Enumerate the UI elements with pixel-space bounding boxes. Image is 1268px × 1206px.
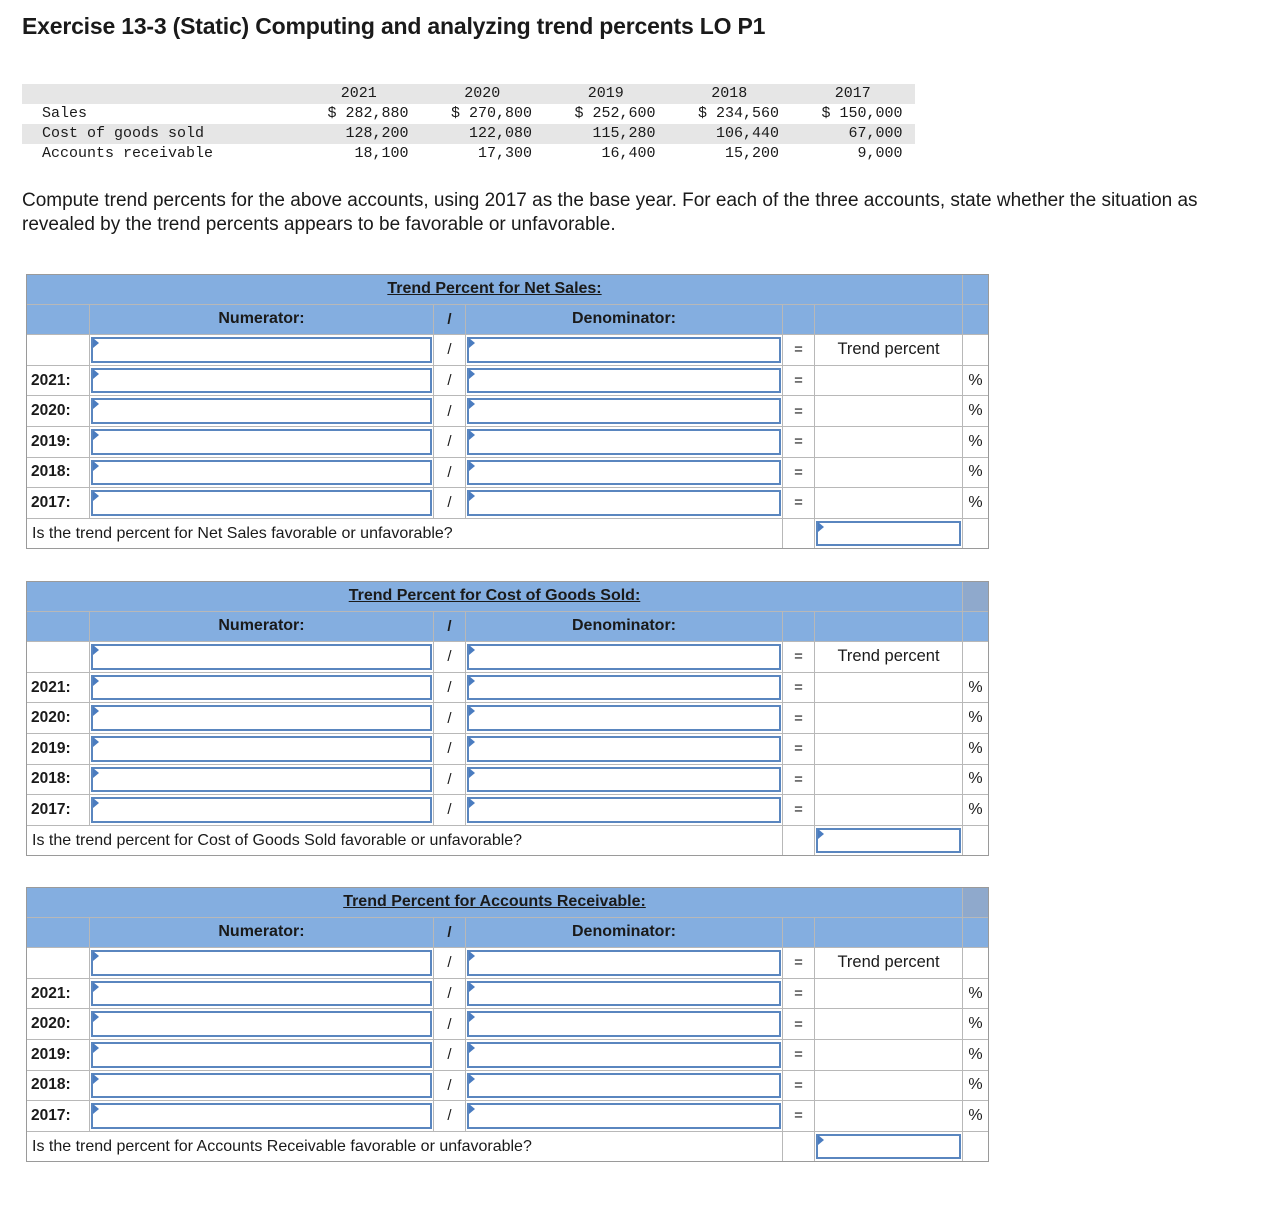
slash-label: / xyxy=(433,305,465,335)
question-text: Is the trend percent for Cost of Goods Sold favorable or unfavorable? xyxy=(32,831,523,849)
slash-label: / xyxy=(433,612,465,642)
year-label: 2019: xyxy=(31,1045,71,1063)
trend-percent-output xyxy=(814,1009,962,1039)
favorable-unfavorable-select[interactable] xyxy=(816,828,961,854)
percent-sign: % xyxy=(962,1040,988,1070)
equals: = xyxy=(782,979,814,1009)
value-cell: $ 252,600 xyxy=(574,105,656,122)
section-header-row xyxy=(27,612,988,643)
label-input-row xyxy=(27,948,988,979)
trend-percent-output xyxy=(814,795,962,825)
row-label: Cost of goods sold xyxy=(42,125,205,142)
equals: = xyxy=(782,948,814,978)
slash: / xyxy=(433,488,465,518)
label-input-row xyxy=(27,642,988,673)
denominator-input[interactable] xyxy=(467,429,781,455)
given-row-cogs xyxy=(22,124,915,144)
pct-header-cell xyxy=(962,918,988,948)
numerator-input[interactable] xyxy=(91,1103,432,1129)
equals: = xyxy=(782,396,814,426)
numerator-input[interactable] xyxy=(91,1011,432,1037)
title-edge-cell xyxy=(962,275,988,304)
trend-percent-output xyxy=(814,1040,962,1070)
value-cell: $ 234,560 xyxy=(697,105,779,122)
pct-header-cell xyxy=(962,305,988,335)
value-cell: $ 282,880 xyxy=(327,105,409,122)
year-row xyxy=(27,673,988,704)
trend-percent-output xyxy=(814,703,962,733)
numerator-label-input[interactable] xyxy=(91,644,432,670)
trend-section xyxy=(26,581,989,856)
year-label: 2021: xyxy=(31,678,71,696)
denominator-label-input[interactable] xyxy=(467,337,781,363)
slash: / xyxy=(433,948,465,978)
numerator-label: Numerator: xyxy=(89,305,433,335)
trend-percent-output xyxy=(814,458,962,488)
year-row xyxy=(27,765,988,796)
year-header: 2019 xyxy=(587,85,624,102)
year-label: 2021: xyxy=(31,371,71,389)
instructions-text: Compute trend percents for the above accounts, using 2017 as the base year. For each of the three accounts, state whether the situation as revealed by the trend percents appears to be favorable or unfavorable. xyxy=(22,190,1198,235)
trend-percent-output xyxy=(814,427,962,457)
value-cell: 15,200 xyxy=(724,145,779,162)
numerator-input[interactable] xyxy=(91,398,432,424)
denominator-label-input[interactable] xyxy=(467,644,781,670)
year-label: 2019: xyxy=(31,432,71,450)
percent-sign: % xyxy=(962,427,988,457)
equals: = xyxy=(782,734,814,764)
denominator-input[interactable] xyxy=(467,736,781,762)
slash: / xyxy=(433,765,465,795)
denominator-input[interactable] xyxy=(467,767,781,793)
value-cell: 115,280 xyxy=(592,125,656,142)
slash: / xyxy=(433,734,465,764)
equals-header-cell xyxy=(782,305,814,335)
year-row xyxy=(27,1101,988,1132)
equals: = xyxy=(782,765,814,795)
numerator-input[interactable] xyxy=(91,767,432,793)
denominator-input[interactable] xyxy=(467,981,781,1007)
trend-percent-output xyxy=(814,366,962,396)
year-row xyxy=(27,488,988,519)
section-header-row xyxy=(27,918,988,949)
year-header: 2021 xyxy=(340,85,377,102)
favorable-unfavorable-select[interactable] xyxy=(816,1134,961,1160)
section-header-row xyxy=(27,305,988,336)
year-row xyxy=(27,366,988,397)
percent-sign: % xyxy=(962,458,988,488)
year-label: 2017: xyxy=(31,1106,71,1124)
equals-header-cell xyxy=(782,918,814,948)
trend-percent-output xyxy=(814,734,962,764)
percent-sign: % xyxy=(962,1101,988,1131)
value-cell: 67,000 xyxy=(848,125,903,142)
equals: = xyxy=(782,1009,814,1039)
numerator-input[interactable] xyxy=(91,429,432,455)
trend-percent-output xyxy=(814,979,962,1009)
numerator-input[interactable] xyxy=(91,675,432,701)
slash: / xyxy=(433,1101,465,1131)
trend-percent-label: Trend percent xyxy=(814,642,962,672)
denominator-label: Denominator: xyxy=(465,918,782,948)
title-edge-cell xyxy=(962,582,988,611)
title-edge-cell xyxy=(962,888,988,917)
equals: = xyxy=(782,1101,814,1131)
equals: = xyxy=(782,703,814,733)
page-title: Exercise 13-3 (Static) Computing and analyzing trend percents LO P1 xyxy=(22,13,766,39)
denominator-input[interactable] xyxy=(467,1103,781,1129)
denominator-input[interactable] xyxy=(467,797,781,823)
percent-sign: % xyxy=(962,979,988,1009)
value-cell: 18,100 xyxy=(354,145,409,162)
year-label: 2018: xyxy=(31,1076,71,1094)
slash: / xyxy=(433,795,465,825)
result-header-cell xyxy=(814,918,962,948)
equals: = xyxy=(782,488,814,518)
trend-section xyxy=(26,274,989,549)
trend-percent-output xyxy=(814,396,962,426)
denominator-input[interactable] xyxy=(467,490,781,516)
year-row xyxy=(27,795,988,826)
value-cell: $ 270,800 xyxy=(450,105,532,122)
equals: = xyxy=(782,335,814,365)
slash: / xyxy=(433,458,465,488)
denominator-input[interactable] xyxy=(467,1073,781,1099)
value-cell: 106,440 xyxy=(715,125,779,142)
numerator-input[interactable] xyxy=(91,490,432,516)
numerator-label: Numerator: xyxy=(89,918,433,948)
value-cell: 17,300 xyxy=(477,145,532,162)
equals: = xyxy=(782,795,814,825)
year-label: 2021: xyxy=(31,984,71,1002)
value-cell: $ 150,000 xyxy=(821,105,903,122)
slash: / xyxy=(433,703,465,733)
slash: / xyxy=(433,366,465,396)
trend-percent-output xyxy=(814,1071,962,1101)
numerator-input[interactable] xyxy=(91,460,432,486)
percent-sign: % xyxy=(962,366,988,396)
percent-sign: % xyxy=(962,1071,988,1101)
year-header: 2018 xyxy=(711,85,748,102)
equals: = xyxy=(782,1040,814,1070)
year-label: 2018: xyxy=(31,770,71,788)
year-header: 2020 xyxy=(464,85,501,102)
equals-header-cell xyxy=(782,612,814,642)
year-row xyxy=(27,1071,988,1102)
row-label: Accounts receivable xyxy=(42,145,214,162)
percent-sign: % xyxy=(962,734,988,764)
trend-percent-output xyxy=(814,488,962,518)
percent-sign: % xyxy=(962,765,988,795)
question-row xyxy=(27,519,988,550)
value-cell: 9,000 xyxy=(857,145,903,162)
given-header-row xyxy=(22,84,915,104)
denominator-input[interactable] xyxy=(467,460,781,486)
row-label: Sales xyxy=(42,105,88,122)
year-label: 2020: xyxy=(31,709,71,727)
denominator-label: Denominator: xyxy=(465,612,782,642)
section-title: Trend Percent for Accounts Receivable: xyxy=(343,893,646,911)
year-header: 2017 xyxy=(834,85,871,102)
section-title-row xyxy=(27,274,988,305)
numerator-input[interactable] xyxy=(91,368,432,394)
numerator-input[interactable] xyxy=(91,797,432,823)
given-row-ar xyxy=(22,144,915,164)
denominator-input[interactable] xyxy=(467,1011,781,1037)
numerator-input[interactable] xyxy=(91,705,432,731)
equals: = xyxy=(782,458,814,488)
equals: = xyxy=(782,366,814,396)
year-label: 2020: xyxy=(31,402,71,420)
question-text: Is the trend percent for Net Sales favorable or unfavorable? xyxy=(32,524,453,542)
numerator-input[interactable] xyxy=(91,736,432,762)
given-row-sales xyxy=(22,104,915,124)
year-row xyxy=(27,1040,988,1071)
year-row xyxy=(27,979,988,1010)
year-row xyxy=(27,1009,988,1040)
value-cell: 128,200 xyxy=(345,125,409,142)
denominator-input[interactable] xyxy=(467,398,781,424)
numerator-input[interactable] xyxy=(91,1042,432,1068)
denominator-input[interactable] xyxy=(467,1042,781,1068)
year-row xyxy=(27,703,988,734)
slash: / xyxy=(433,979,465,1009)
trend-percent-label: Trend percent xyxy=(814,335,962,365)
favorable-unfavorable-select[interactable] xyxy=(816,521,961,547)
denominator-label: Denominator: xyxy=(465,305,782,335)
numerator-input[interactable] xyxy=(91,981,432,1007)
slash: / xyxy=(433,396,465,426)
result-header-cell xyxy=(814,305,962,335)
trend-section xyxy=(26,887,989,1162)
slash: / xyxy=(433,1071,465,1101)
trend-percent-label: Trend percent xyxy=(814,948,962,978)
numerator-label-input[interactable] xyxy=(91,950,432,976)
year-row xyxy=(27,427,988,458)
equals: = xyxy=(782,642,814,672)
trend-percent-output xyxy=(814,673,962,703)
equals: = xyxy=(782,1071,814,1101)
label-input-row xyxy=(27,335,988,366)
equals: = xyxy=(782,427,814,457)
question-row xyxy=(27,1132,988,1163)
denominator-input[interactable] xyxy=(467,368,781,394)
percent-sign: % xyxy=(962,488,988,518)
year-row xyxy=(27,396,988,427)
section-title: Trend Percent for Cost of Goods Sold: xyxy=(348,587,641,605)
given-data-table xyxy=(22,84,915,164)
slash: / xyxy=(433,673,465,703)
year-label: 2018: xyxy=(31,463,71,481)
denominator-input[interactable] xyxy=(467,705,781,731)
numerator-label-input[interactable] xyxy=(91,337,432,363)
slash: / xyxy=(433,1040,465,1070)
section-title-row xyxy=(27,887,988,918)
percent-sign: % xyxy=(962,396,988,426)
question-text: Is the trend percent for Accounts Receivable favorable or unfavorable? xyxy=(32,1137,532,1155)
equals: = xyxy=(782,673,814,703)
slash: / xyxy=(433,427,465,457)
percent-sign: % xyxy=(962,703,988,733)
trend-percent-output xyxy=(814,765,962,795)
year-label: 2019: xyxy=(31,739,71,757)
pct-header-cell xyxy=(962,612,988,642)
result-header-cell xyxy=(814,612,962,642)
trend-percent-output xyxy=(814,1101,962,1131)
value-cell: 16,400 xyxy=(601,145,656,162)
year-row xyxy=(27,734,988,765)
percent-sign: % xyxy=(962,795,988,825)
year-label: 2017: xyxy=(31,800,71,818)
denominator-input[interactable] xyxy=(467,675,781,701)
slash: / xyxy=(433,335,465,365)
section-title-row xyxy=(27,581,988,612)
section-title: Trend Percent for Net Sales: xyxy=(387,280,602,298)
value-cell: 122,080 xyxy=(468,125,532,142)
numerator-input[interactable] xyxy=(91,1073,432,1099)
percent-sign: % xyxy=(962,673,988,703)
slash: / xyxy=(433,642,465,672)
numerator-label: Numerator: xyxy=(89,612,433,642)
year-label: 2017: xyxy=(31,493,71,511)
denominator-label-input[interactable] xyxy=(467,950,781,976)
slash-label: / xyxy=(433,918,465,948)
slash: / xyxy=(433,1009,465,1039)
percent-sign: % xyxy=(962,1009,988,1039)
year-label: 2020: xyxy=(31,1015,71,1033)
question-row xyxy=(27,826,988,857)
year-row xyxy=(27,458,988,489)
